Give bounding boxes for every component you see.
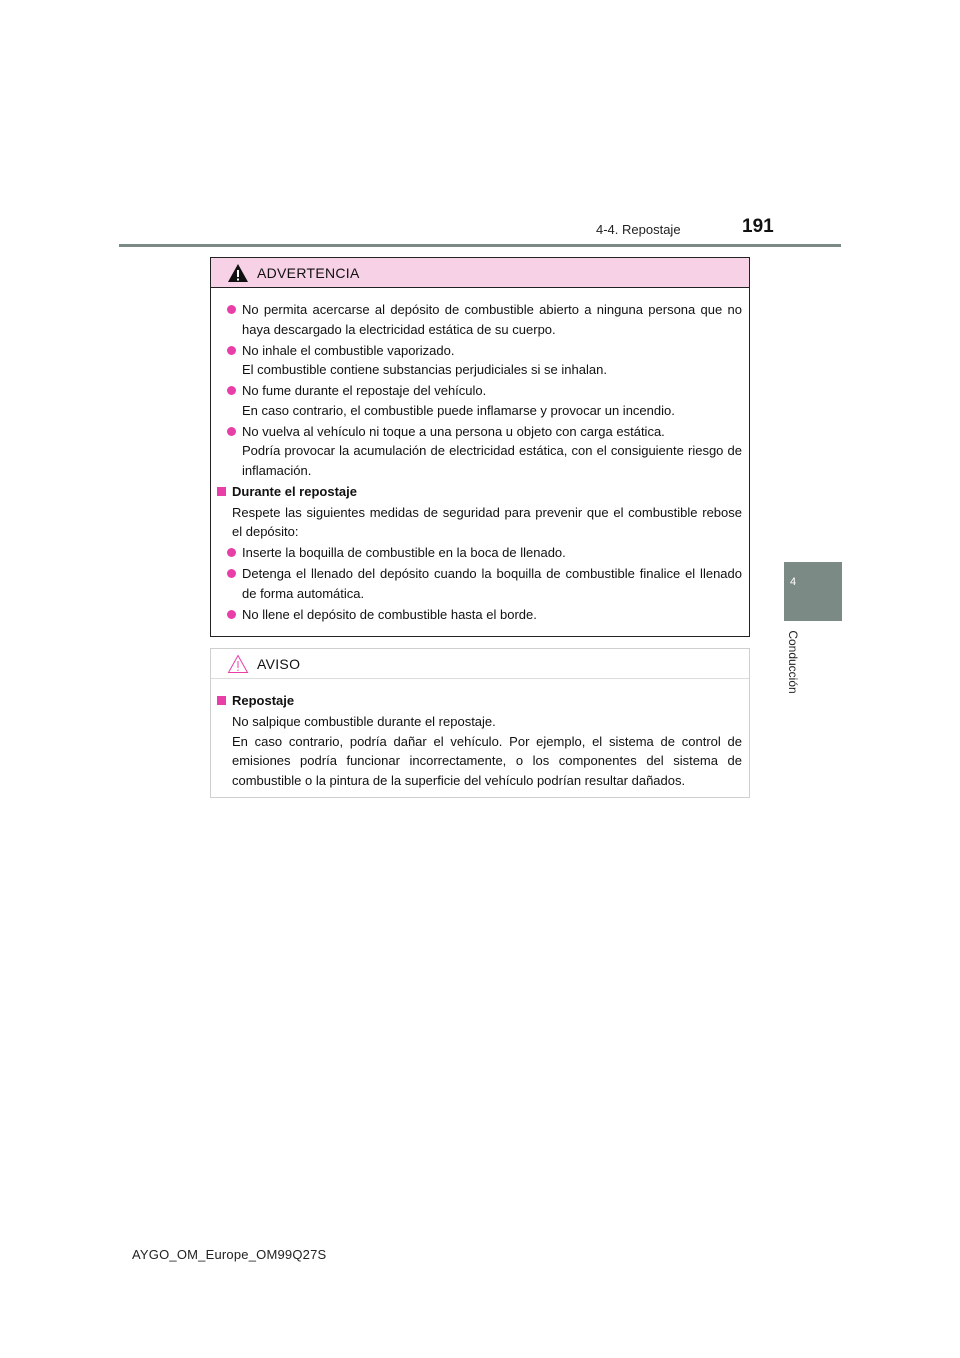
chapter-tab-number: 4 — [790, 576, 797, 588]
page-number: 191 — [742, 216, 774, 237]
warning-content — [211, 288, 749, 624]
section-square-icon — [217, 696, 226, 705]
notice-box — [210, 648, 750, 798]
warning-triangle-icon — [227, 263, 249, 283]
bullet-dot-icon — [227, 305, 236, 314]
section-square-icon — [217, 487, 226, 496]
warning-section-heading: Durante el repostaje — [217, 482, 742, 502]
bullet-dot-icon — [227, 548, 236, 557]
bullet-dot-icon — [227, 610, 236, 619]
warning-header — [211, 258, 749, 288]
warning-bullet: No permita acercarse al depósito de combustible abierto a ninguna persona que no haya descargado la electricidad estática de su cuerpo. — [217, 300, 742, 339]
notice-content — [211, 679, 749, 790]
section-title: 4-4. Repostaje — [596, 222, 681, 237]
bullet-dot-icon — [227, 427, 236, 436]
warning-section-bullet: No llene el depósito de combustible hasta el borde. — [217, 605, 742, 625]
notice-title: AVISO — [257, 655, 301, 672]
notice-section-heading: Repostaje — [217, 691, 742, 711]
caution-triangle-icon — [227, 654, 249, 674]
notice-paragraph: No salpique combustible durante el repostaje. En caso contrario, podría dañar el vehículo. Por ejemplo, el sistema de control de emisiones podría funcionar incorrectamente, o los componentes del sistema de combustible o la pintura de la superficie del vehículo podrían resultar dañados. — [232, 714, 742, 788]
warning-bullet: No vuelva al vehículo ni toque a una persona u objeto con carga estática. Podría provocar la acumulación de electricidad estática, con el consiguiente riesgo de inflamación. — [217, 422, 742, 481]
warning-title: ADVERTENCIA — [257, 264, 360, 281]
notice-header — [211, 649, 749, 679]
warning-section-intro: Respete las siguientes medidas de seguridad para prevenir que el combustible rebose el depósito: — [232, 504, 742, 539]
warning-bullet: No inhale el combustible vaporizado. El combustible contiene substancias perjudiciales si se inhalan. — [217, 341, 742, 380]
document-id: AYGO_OM_Europe_OM99Q27S — [132, 1247, 327, 1262]
warning-bullet: No fume durante el repostaje del vehículo. En caso contrario, el combustible puede inflamarse y provocar un incendio. — [217, 381, 742, 420]
chapter-tab-label: Conducción — [786, 630, 800, 694]
bullet-dot-icon — [227, 386, 236, 395]
warning-section-bullet: Inserte la boquilla de combustible en la boca de llenado. — [217, 543, 742, 563]
warning-section-bullet: Detenga el llenado del depósito cuando la boquilla de combustible finalice el llenado de forma automática. — [217, 564, 742, 603]
header-divider — [119, 244, 841, 247]
bullet-dot-icon — [227, 569, 236, 578]
bullet-dot-icon — [227, 346, 236, 355]
warning-box — [210, 257, 750, 637]
